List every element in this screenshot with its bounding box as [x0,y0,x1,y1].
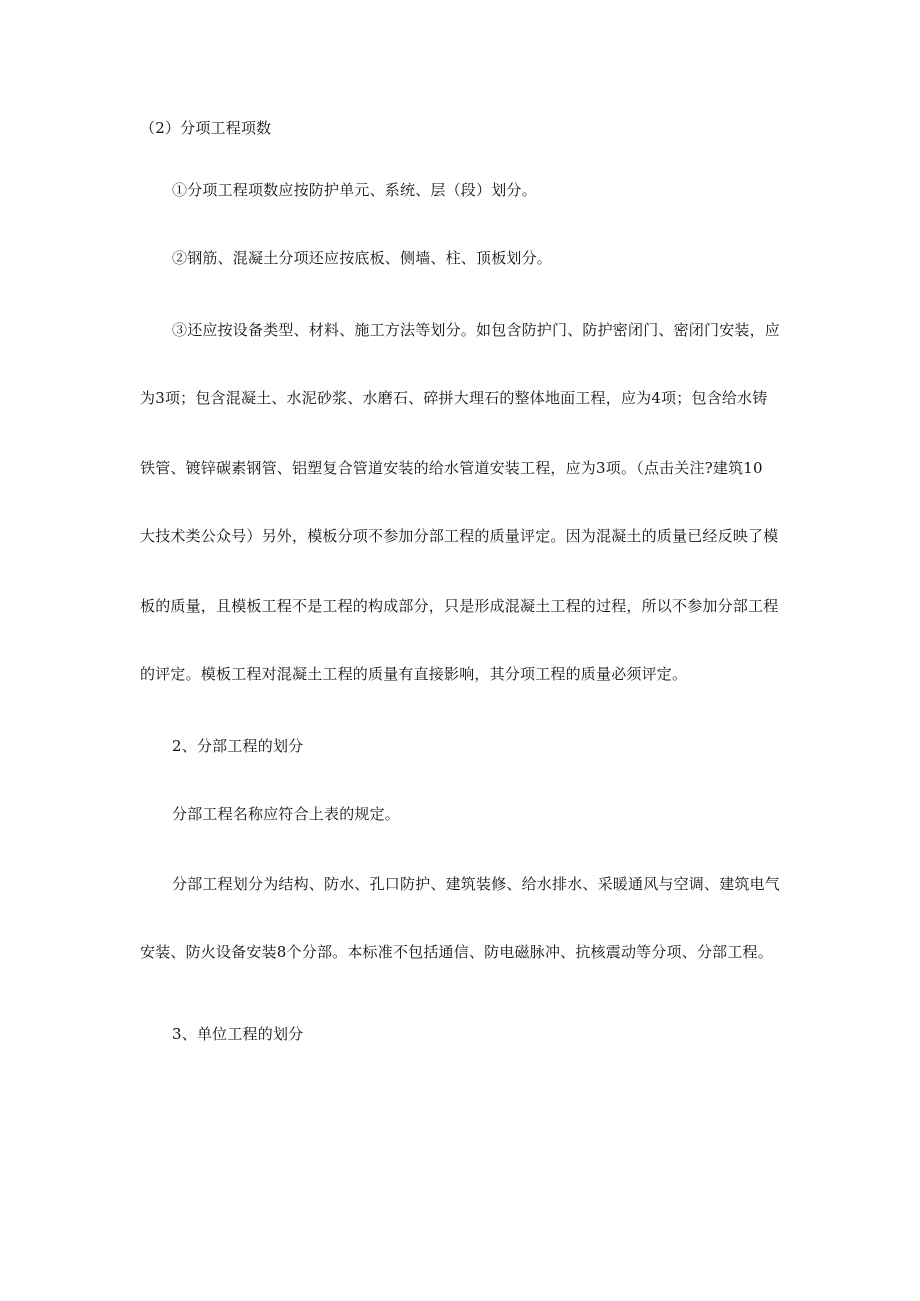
subsection-heading: （2）分项工程项数 [140,119,272,137]
section-2-paragraph-2-line: 安装、防火设备安装8个分部。本标准不包括通信、防电磁脉冲、抗核震动等分项、分部工程。 [140,943,773,961]
item-1: ①分项工程项数应按防护单元、系统、层（段）划分。 [172,181,537,199]
paragraph-3-line: 铁管、镀锌碳素钢管、铝塑复合管道安装的给水管道安装工程，应为3项。（点击关注?建筑10 [140,459,763,477]
item-2: ②钢筋、混凝土分项还应按底板、侧墙、柱、顶板划分。 [172,249,553,267]
section-3-heading: 3、单位工程的划分 [172,1025,304,1043]
paragraph-3-line: 的评定。模板工程对混凝土工程的质量有直接影响，其分项工程的质量必须评定。 [140,665,688,683]
paragraph-3-line: 板的质量，且模板工程不是工程的构成部分，只是形成混凝土工程的过程，所以不参加分部工程 [140,597,779,615]
paragraph-3-line: ③还应按设备类型、材料、施工方法等划分。如包含防护门、防护密闭门、密闭门安装，应 [172,321,781,339]
section-2-heading: 2、分部工程的划分 [172,737,304,755]
paragraph-3-line: 为3项；包含混凝土、水泥砂浆、水磨石、碎拼大理石的整体地面工程，应为4项；包含给水铸 [140,389,768,407]
section-2-paragraph-2-line: 分部工程划分为结构、防水、孔口防护、建筑装修、给水排水、采暖通风与空调、建筑电气 [172,875,781,893]
paragraph-3-line: 大技术类公众号）另外，模板分项不参加分部工程的质量评定。因为混凝土的质量已经反映了模 [140,527,779,545]
section-2-paragraph-1: 分部工程名称应符合上表的规定。 [172,805,401,823]
